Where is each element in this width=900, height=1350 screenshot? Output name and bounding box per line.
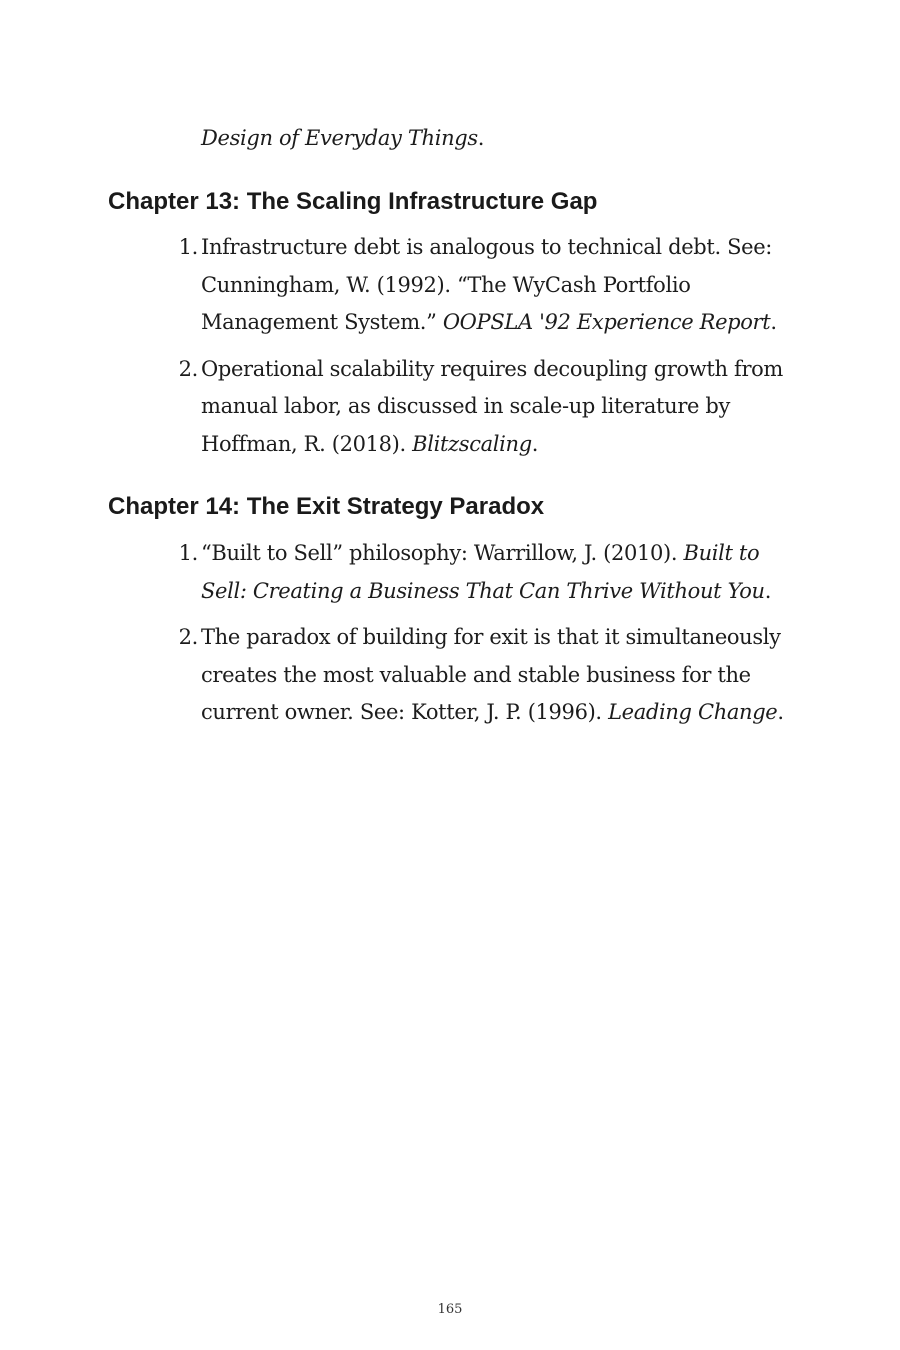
endnote-text	[201, 351, 796, 464]
endnote-text-end: .	[764, 578, 772, 603]
chapter-14-notes	[0, 535, 900, 741]
endnote-item	[0, 351, 900, 464]
endnote-cited-title: Leading Change	[608, 700, 778, 724]
chapter-13-heading: Chapter 13: The Scaling Infrastructure Gap	[108, 188, 598, 215]
endnote-text	[201, 619, 796, 732]
endnote-item	[0, 619, 900, 732]
endnote-text-body: “Built to Sell” philosophy: Warrillow, J. (2010).	[201, 541, 684, 565]
endnote-cited-title: Blitzscaling	[412, 431, 532, 456]
endnote-cited-title: OOPSLA '92 Experience Report	[442, 310, 771, 334]
endnote-item	[0, 229, 900, 342]
endnote-number: 1.	[178, 541, 198, 565]
endnote-number: 1.	[178, 235, 198, 259]
endnote-text-end: .	[770, 310, 777, 334]
carried-over-note-text	[201, 120, 801, 158]
endnote-text-body: Operational scalability requires decoupling growth from manual labor, as discussed in scale-up literature by Hoffman, R. (2018).	[201, 356, 783, 456]
chapter-13-notes	[0, 229, 900, 472]
endnote-text	[201, 229, 796, 342]
endnote-number: 2.	[178, 625, 198, 649]
endnote-item	[0, 535, 900, 610]
carried-over-period: .	[477, 126, 485, 150]
chapter-14-heading: Chapter 14: The Exit Strategy Paradox	[108, 493, 545, 520]
endnote-text	[201, 535, 796, 610]
endnote-cited-title: Built to Sell: Creating a Business That Can Thrive Without You	[201, 541, 765, 603]
endnote-text-end: .	[777, 700, 784, 724]
carried-over-book-title: Design of Everyday Things	[201, 126, 478, 150]
endnote-text-body: Infrastructure debt is analogous to technical debt. See: Cunningham, W. (1992). “The WyCash Portfolio Management System.”	[201, 235, 773, 334]
endnote-text-end: .	[531, 431, 539, 456]
page-number: 165	[437, 1302, 463, 1317]
endnote-text-body: The paradox of building for exit is that it simultaneously creates the most valuable and stable business for the current owner. See: Kotter, J. P. (1996).	[201, 625, 781, 724]
endnote-number: 2.	[178, 356, 198, 381]
